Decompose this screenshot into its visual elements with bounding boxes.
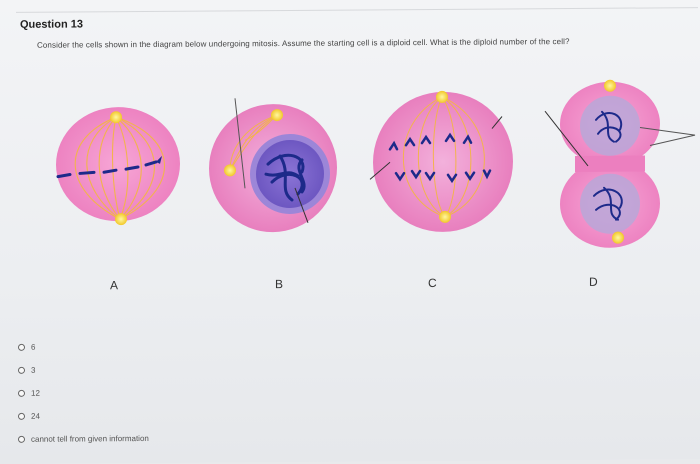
radio-icon[interactable] (18, 436, 25, 443)
option-label: cannot tell from given information (31, 433, 149, 444)
option-12[interactable] (18, 389, 40, 398)
radio-icon[interactable] (18, 344, 25, 351)
centrosome-icon (271, 109, 283, 121)
centrosome-icon (436, 91, 448, 103)
radio-icon[interactable] (18, 390, 25, 397)
cell-b (209, 98, 337, 233)
centrosome-icon (612, 232, 624, 244)
centrosome-icon (115, 213, 127, 225)
label-d: D (589, 274, 598, 289)
cell-c (370, 90, 513, 232)
question-text: Consider the cells shown in the diagram below undergoing mitosis. Assume the starting cell is a diploid cell. What is the diploid number of the cell? (37, 37, 570, 50)
centrosome-icon (224, 164, 236, 176)
option-6[interactable] (18, 343, 35, 352)
option-label: 24 (31, 411, 40, 421)
radio-icon[interactable] (18, 413, 25, 420)
label-a: A (110, 278, 119, 293)
label-c: C (428, 275, 437, 291)
cell-a-body (56, 107, 180, 222)
option-3[interactable] (18, 366, 35, 375)
divider (16, 7, 698, 13)
cell-c-body (373, 91, 513, 232)
question-title: Question 13 (20, 18, 83, 31)
centrosome-icon (439, 211, 451, 223)
cell-a (56, 107, 180, 226)
option-label: 12 (31, 388, 40, 398)
mitosis-diagram (40, 75, 700, 300)
radio-icon[interactable] (18, 367, 25, 374)
option-label: 6 (31, 342, 36, 352)
label-b: B (275, 277, 284, 292)
option-label: 3 (31, 365, 36, 375)
option-cannot-tell[interactable] (18, 434, 149, 444)
centrosome-icon (604, 80, 616, 92)
cell-d (545, 79, 695, 248)
option-24[interactable] (18, 412, 40, 421)
centrosome-icon (110, 111, 122, 123)
